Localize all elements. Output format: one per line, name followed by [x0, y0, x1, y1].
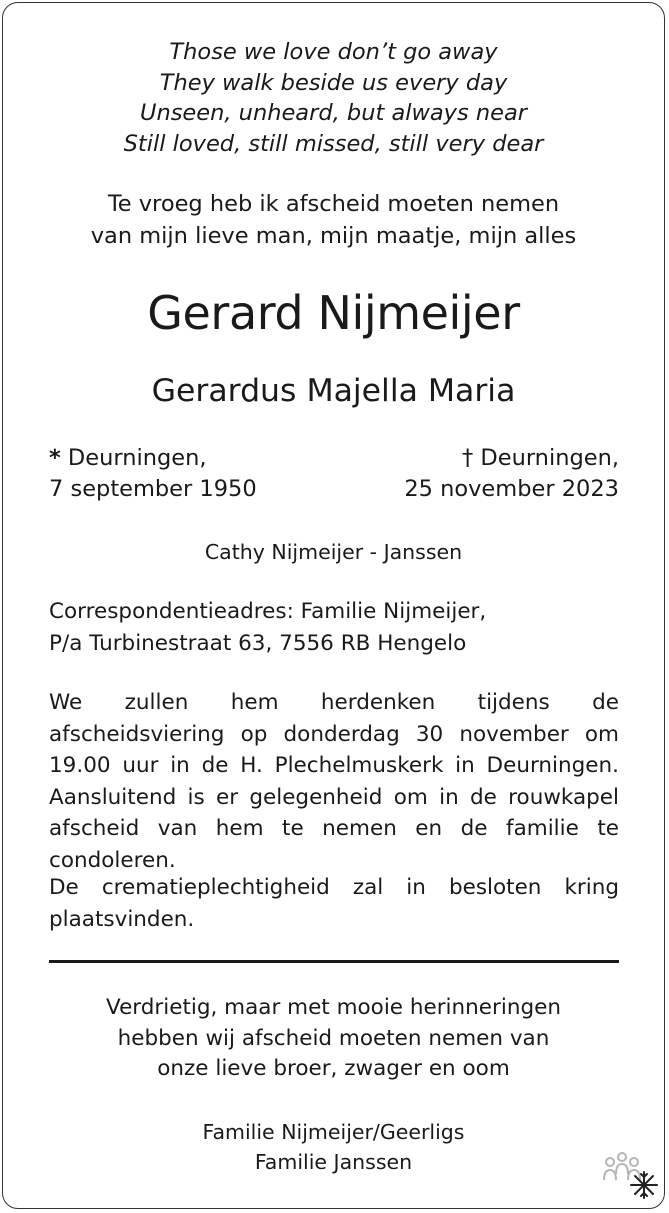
closing-line: onze lieve broer, zwager en oom [157, 1056, 510, 1081]
service-paragraph: We zullen hem herdenken tijdens de afscheidsviering op donderdag 30 november om 19.00 uur in de H. Plechelmuskerk in Deurningen. Aansluitend is er gelegenheid om in de rouwkapel afscheid van hem te nemen en de familie te condoleren. [49, 690, 619, 873]
obituary-card [2, 2, 665, 1209]
poem [3, 37, 664, 159]
closing-line: Verdrietig, maar met mooie herinneringen [106, 995, 561, 1020]
address-line: P/a Turbinestraat 63, 7556 RB Hengelo [49, 630, 467, 656]
death-info [404, 443, 619, 505]
cremation-paragraph: De crematieplechtigheid zal in besloten kring plaatsvinden. [49, 875, 619, 932]
poem-line: Still loved, still missed, still very dear [123, 130, 544, 157]
intro-line: van mijn lieve man, mijn maatje, mijn alles [90, 222, 577, 249]
intro-line: Te vroeg heb ik afscheid moeten nemen [107, 191, 560, 217]
closing-text [3, 993, 664, 1085]
birth-info [49, 443, 257, 505]
family-signatures [3, 1117, 664, 1177]
death-place: Deurningen, [473, 445, 619, 471]
poem-line: Unseen, unheard, but always near [139, 100, 528, 127]
family-name: Familie Janssen [254, 1150, 413, 1174]
correspondence-address [49, 596, 619, 659]
intro-text [3, 189, 664, 252]
birth-place: Deurningen, [60, 445, 207, 471]
closing-line: hebben wij afscheid moeten nemen van [117, 1025, 550, 1051]
family-name: Familie Nijmeijer/Geerligs [202, 1120, 465, 1144]
death-date: 25 november 2023 [404, 476, 619, 502]
death-symbol: † [462, 445, 474, 471]
birth-symbol: * [49, 445, 61, 471]
people-snowflake-logo-icon [600, 1146, 658, 1202]
deceased-given-names: Gerardus Majella Maria [151, 373, 516, 409]
address-line: Correspondentieadres: Familie Nijmeijer, [49, 599, 487, 624]
deceased-name: Gerard Nijmeijer [147, 286, 520, 340]
poem-line: Those we love don’t go away [169, 39, 498, 65]
poem-line: They walk beside us every day [159, 69, 508, 96]
divider [49, 960, 619, 963]
birth-date: 7 september 1950 [49, 476, 257, 502]
widow-name: Cathy Nijmeijer - Janssen [204, 540, 463, 564]
